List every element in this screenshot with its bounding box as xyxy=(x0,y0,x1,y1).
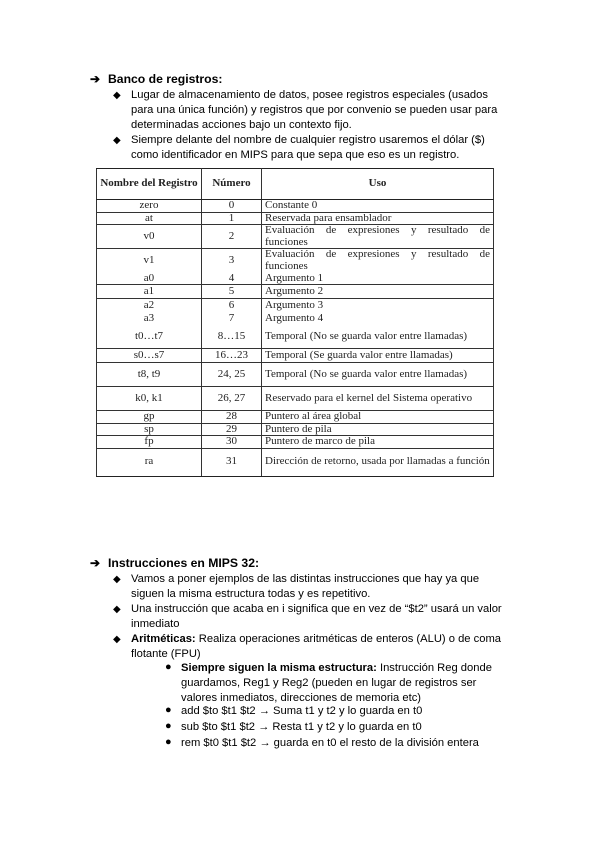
register-use-cell: Evaluación de expresiones y resultado de funciones xyxy=(262,225,494,249)
dot-bullet-icon: ● xyxy=(165,720,172,732)
table-row xyxy=(97,448,494,476)
table-row xyxy=(97,249,494,273)
register-number-cell: 7 xyxy=(202,313,262,325)
register-number-cell: 24, 25 xyxy=(202,363,262,387)
section-heading-banco xyxy=(90,72,222,87)
register-name-cell: at xyxy=(97,212,202,225)
list-item xyxy=(113,632,511,662)
list-item xyxy=(113,602,511,632)
register-name-cell: t8, t9 xyxy=(97,363,202,387)
register-number-cell: 3 xyxy=(202,249,262,273)
table-row xyxy=(97,411,494,424)
register-number-cell: 30 xyxy=(202,436,262,449)
register-use-cell: Argumento 3 xyxy=(262,299,494,313)
table-row xyxy=(97,387,494,411)
diamond-bullet-icon: ◆ xyxy=(113,634,121,645)
register-name-cell: zero xyxy=(97,200,202,213)
column-header: Uso xyxy=(262,169,494,200)
register-use-cell: Reservado para el kernel del Sistema operativo xyxy=(262,387,494,411)
register-use-cell: Dirección de retorno, usada por llamadas a función xyxy=(262,448,494,476)
sub-list-item xyxy=(165,736,511,751)
bullet-text: Siempre delante del nombre de cualquier registro usaremos el dólar ($) como identificador en MIPS para que sepa que eso es un registro. xyxy=(131,134,485,162)
arrow-icon: ➔ xyxy=(90,556,101,570)
table-row xyxy=(97,285,494,299)
register-number-cell: 0 xyxy=(202,200,262,213)
table-row xyxy=(97,299,494,313)
diamond-bullet-icon: ◆ xyxy=(113,135,121,146)
register-table xyxy=(96,168,494,477)
register-use-cell: Temporal (No se guarda valor entre llamadas) xyxy=(262,363,494,387)
register-name-cell: a3 xyxy=(97,313,202,325)
register-name-cell: t0…t7 xyxy=(97,325,202,349)
register-use-cell: Puntero de pila xyxy=(262,423,494,436)
list-item xyxy=(113,88,511,134)
sub-list-item xyxy=(165,704,511,719)
bold-label: Siempre siguen la misma estructura: xyxy=(181,662,377,674)
register-name-cell: s0…s7 xyxy=(97,349,202,363)
dot-bullet-icon: ● xyxy=(165,736,172,748)
bullet-text: Lugar de almacenamiento de datos, posee registros especiales (usados para una única función) y registros que por convenio se pueden usar para determinadas acciones bajo un contexto fijo. xyxy=(131,89,498,132)
table-row xyxy=(97,436,494,449)
register-number-cell: 28 xyxy=(202,411,262,424)
table-row xyxy=(97,200,494,213)
table-row xyxy=(97,325,494,349)
table-row xyxy=(97,273,494,285)
table-row xyxy=(97,423,494,436)
register-use-cell: Constante 0 xyxy=(262,200,494,213)
register-name-cell: a1 xyxy=(97,285,202,299)
register-number-cell: 5 xyxy=(202,285,262,299)
register-number-cell: 29 xyxy=(202,423,262,436)
register-number-cell: 2 xyxy=(202,225,262,249)
sub-list-item xyxy=(165,720,511,735)
register-name-cell: gp xyxy=(97,411,202,424)
register-number-cell: 31 xyxy=(202,448,262,476)
register-use-cell: Temporal (Se guarda valor entre llamadas) xyxy=(262,349,494,363)
register-number-cell: 4 xyxy=(202,273,262,285)
column-header: Número xyxy=(202,169,262,200)
register-use-cell: Evaluación de expresiones y resultado de funciones xyxy=(262,249,494,273)
register-use-cell: Argumento 2 xyxy=(262,285,494,299)
register-name-cell: a2 xyxy=(97,299,202,313)
register-use-cell: Puntero de marco de pila xyxy=(262,436,494,449)
heading-text: Instrucciones en MIPS 32: xyxy=(108,556,260,570)
example-text: add $to $t1 $t2 → Suma t1 y t2 y lo guarda en t0 xyxy=(181,705,423,717)
register-name-cell: v1 xyxy=(97,249,202,273)
table-row xyxy=(97,363,494,387)
register-name-cell: v0 xyxy=(97,225,202,249)
diamond-bullet-icon: ◆ xyxy=(113,574,121,585)
dot-bullet-icon: ● xyxy=(165,661,172,673)
register-use-cell: Puntero al área global xyxy=(262,411,494,424)
register-use-cell: Temporal (No se guarda valor entre llamadas) xyxy=(262,325,494,349)
heading-text: Banco de registros: xyxy=(108,72,223,86)
register-use-cell: Argumento 4 xyxy=(262,313,494,325)
register-number-cell: 26, 27 xyxy=(202,387,262,411)
arrow-icon: ➔ xyxy=(90,72,101,86)
list-item xyxy=(113,572,511,602)
table-header-row xyxy=(97,169,494,200)
register-number-cell: 1 xyxy=(202,212,262,225)
dot-bullet-icon: ● xyxy=(165,704,172,716)
table-row xyxy=(97,212,494,225)
bold-label: Aritméticas: xyxy=(131,633,196,645)
register-number-cell: 6 xyxy=(202,299,262,313)
bullet-text: Realiza operaciones aritméticas de enteros (ALU) o de coma flotante (FPU) xyxy=(131,633,501,661)
register-name-cell: a0 xyxy=(97,273,202,285)
list-item xyxy=(113,133,511,163)
sub-list-item xyxy=(165,661,511,707)
register-name-cell: sp xyxy=(97,423,202,436)
bullet-text: Instrucción Reg donde guardamos, Reg1 y Reg2 (pueden en lugar de registros ser valores inmediatos, direcciones de memoria etc) xyxy=(181,662,492,705)
example-text: rem $t0 $t1 $t2 → guarda en t0 el resto de la división entera xyxy=(181,737,479,749)
table-row xyxy=(97,313,494,325)
section-heading-instrucciones xyxy=(90,556,259,571)
register-use-cell: Argumento 1 xyxy=(262,273,494,285)
diamond-bullet-icon: ◆ xyxy=(113,90,121,101)
diamond-bullet-icon: ◆ xyxy=(113,604,121,615)
register-name-cell: k0, k1 xyxy=(97,387,202,411)
table-row xyxy=(97,349,494,363)
example-text: sub $to $t1 $t2 → Resta t1 y t2 y lo guarda en t0 xyxy=(181,721,422,733)
register-name-cell: fp xyxy=(97,436,202,449)
column-header: Nombre del Registro xyxy=(97,169,202,200)
bullet-text: Una instrucción que acaba en i significa que en vez de “$t2” usará un valor inmediato xyxy=(131,603,502,631)
register-number-cell: 8…15 xyxy=(202,325,262,349)
register-use-cell: Reservada para ensamblador xyxy=(262,212,494,225)
bullet-text: Vamos a poner ejemplos de las distintas instrucciones que hay ya que siguen la misma estructura todas y es repetitivo. xyxy=(131,573,480,601)
register-number-cell: 16…23 xyxy=(202,349,262,363)
register-name-cell: ra xyxy=(97,448,202,476)
table-row xyxy=(97,225,494,249)
